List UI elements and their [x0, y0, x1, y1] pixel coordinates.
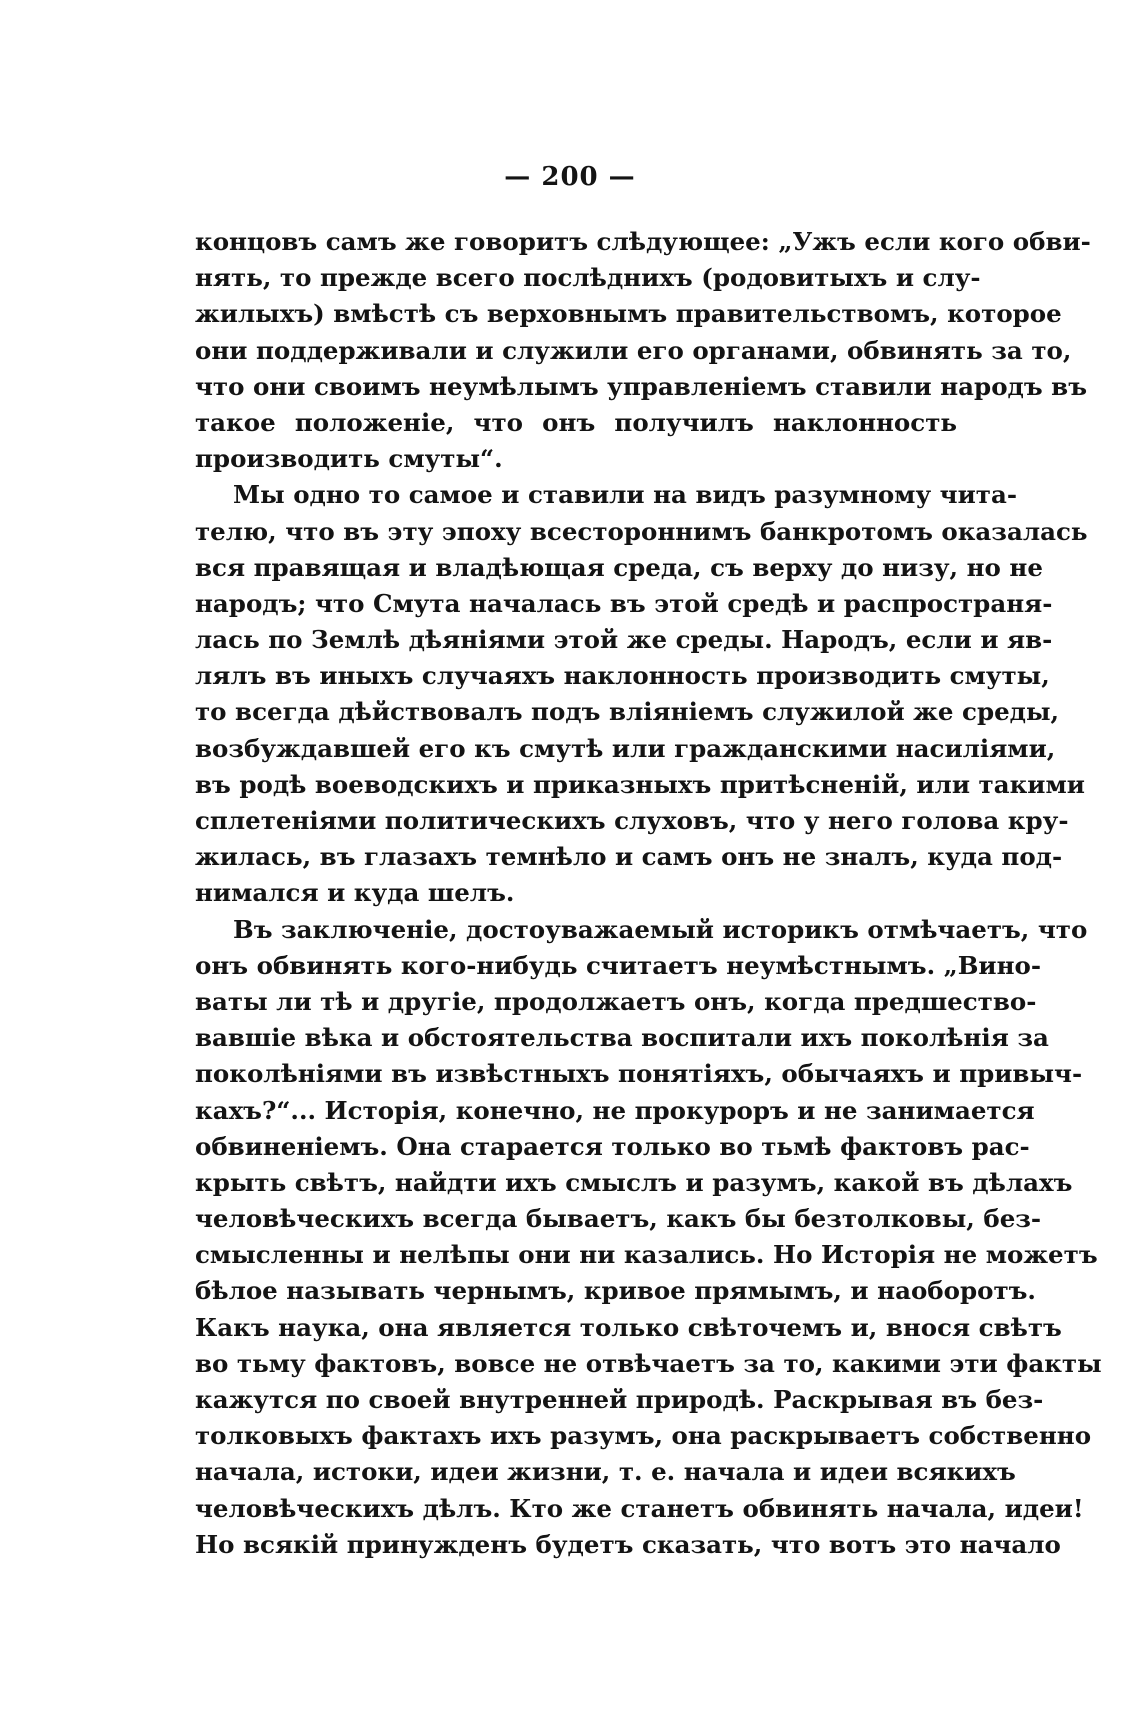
- text-line: нимался и куда шелъ.: [195, 878, 515, 908]
- text-line: начала, истоки, идеи жизни, т. е. начала и идеи всякихъ: [195, 1457, 1016, 1487]
- text-line: во тьму фактовъ, вовсе не отвѣчаетъ за то, какими эти факты: [195, 1348, 1102, 1378]
- text-line: телю, что въ эту эпоху всестороннимъ банкротомъ оказалась: [195, 516, 1088, 546]
- text-line: толковыхъ фактахъ ихъ разумъ, она раскрываетъ собственно: [195, 1421, 1092, 1451]
- text-line: вавшіе вѣка и обстоятельства воспитали ихъ поколѣнія за: [195, 1023, 1049, 1053]
- text-line: они поддерживали и служили его органами, обвинять за то,: [195, 335, 1072, 365]
- text-line: концовъ самъ же говоритъ слѣдующее: „Ужъ если кого обви-: [195, 227, 1091, 256]
- text-line: Но всякій принужденъ будетъ сказать, что вотъ это начало: [195, 1529, 1061, 1559]
- text-line: возбуждавшей его къ смутѣ или гражданскими насиліями,: [195, 733, 1056, 763]
- text-line: такое положеніе, что онъ получилъ наклонность: [195, 407, 957, 437]
- text-line: жилыхъ) вмѣстѣ съ верховнымъ правительствомъ, которое: [195, 299, 1062, 329]
- text-line: кажутся по своей внутренней природѣ. Раскрывая въ без-: [195, 1385, 1044, 1414]
- text-line: въ родѣ воеводскихъ и приказныхъ притѣсненій, или такими: [195, 769, 1085, 799]
- text-line: то всегда дѣйствовалъ подъ вліяніемъ служилой же среды,: [195, 697, 1060, 727]
- text-line: нять, то прежде всего послѣднихъ (родовитыхъ и слу-: [195, 263, 981, 293]
- text-line: сплетеніями политическихъ слуховъ, что у него голова кру-: [195, 806, 1069, 835]
- text-line: жилась, въ глазахъ темнѣло и самъ онъ не зналъ, куда под-: [195, 842, 1063, 872]
- text-line: смысленны и нелѣпы они ни казались. Но Исторія не можетъ: [195, 1240, 1098, 1270]
- text-line: ваты ли тѣ и другіе, продолжаетъ онъ, когда предшество-: [195, 986, 1037, 1016]
- text-line: народъ; что Смута началась въ этой средѣ и распространя-: [195, 588, 1053, 618]
- text-line: бѣлое называть чернымъ, кривое прямымъ, и наоборотъ.: [195, 1276, 1036, 1306]
- text-line: обвиненіемъ. Она старается только во тьмѣ фактовъ рас-: [195, 1131, 1030, 1161]
- text-line: человѣческихъ дѣлъ. Кто же станетъ обвинять начала, идеи!: [195, 1493, 1084, 1523]
- text-line: производить смуты“.: [195, 444, 503, 474]
- text-line: вся правящая и владѣющая среда, съ верху до низу, но не: [195, 552, 1043, 582]
- text-line: что они своимъ неумѣлымъ управленіемъ ставили народъ въ: [195, 371, 1088, 401]
- text-line: кахъ?“... Исторія, конечно, не прокуроръ и не занимается: [195, 1095, 1035, 1125]
- text-line: человѣческихъ всегда бываетъ, какъ бы безтолковы, без-: [195, 1204, 1042, 1234]
- text-line: онъ обвинять кого-нибудь считаетъ неумѣстнымъ. „Вино-: [195, 950, 1042, 980]
- text-line: крыть свѣтъ, найдти ихъ смыслъ и разумъ, какой въ дѣлахъ: [195, 1167, 1073, 1197]
- text-line: лась по Землѣ дѣяніями этой же среды. Народъ, если и яв-: [195, 625, 1053, 655]
- text-line: лялъ въ иныхъ случаяхъ наклонность производить смуты,: [195, 661, 1050, 691]
- text-line: Какъ наука, она является только свѣточемъ и, внося свѣтъ: [195, 1312, 1062, 1342]
- body-text: [195, 224, 1102, 1563]
- text-line: Мы одно то самое и ставили на видъ разумному чита-: [233, 480, 1017, 510]
- text-line: Въ заключеніе, достоуважаемый историкъ отмѣчаетъ, что: [233, 914, 1088, 944]
- text-line: поколѣніями въ извѣстныхъ понятіяхъ, обычаяхъ и привыч-: [195, 1059, 1083, 1089]
- page-number: — 200 —: [504, 162, 636, 192]
